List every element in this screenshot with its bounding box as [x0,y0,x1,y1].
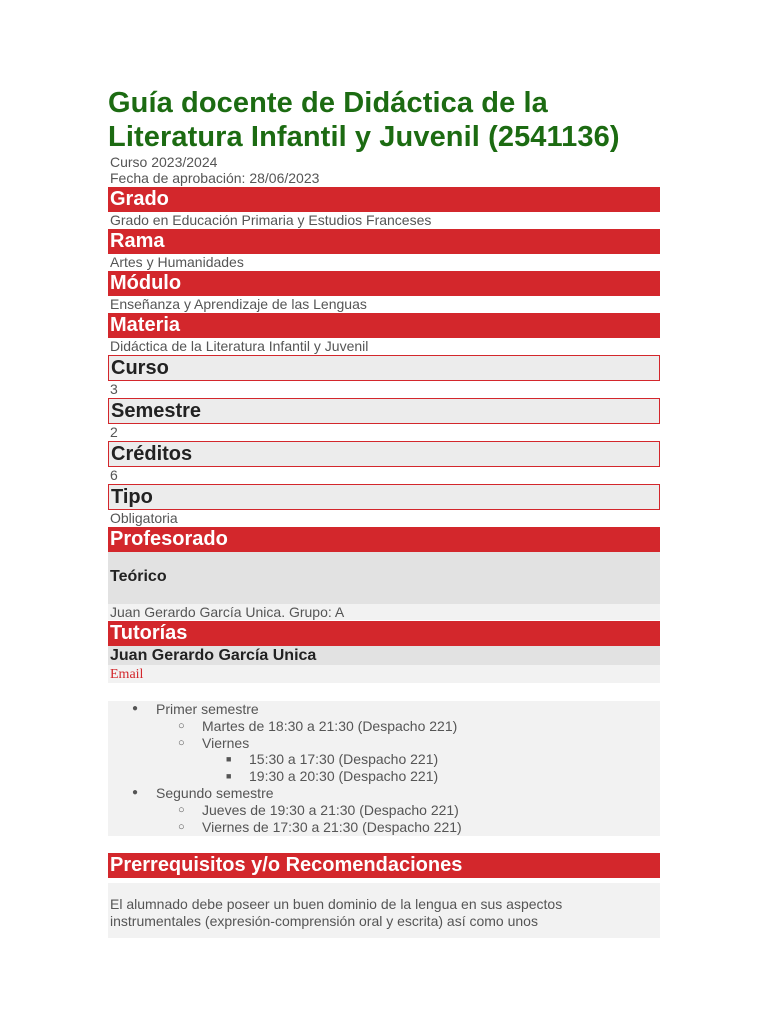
list-item [108,751,660,768]
teorico-professor: Juan Gerardo García Unica. Grupo: A [108,604,660,620]
list-item [108,701,660,718]
section-semestre-value: 2 [110,424,118,440]
approval-date: Fecha de aprobación: 28/06/2023 [110,170,320,186]
list-item [108,802,660,819]
bullet-disc-icon: ● [132,786,139,798]
section-creditos-header: Créditos [108,441,660,467]
prerrequisitos-line-1: El alumnado debe poseer un buen dominio de la lengua en sus aspectos [110,896,563,912]
email-link[interactable]: Email [110,667,144,682]
teorico-label: Teórico [110,568,167,585]
section-materia-header: Materia [108,313,660,338]
teorico-box [108,552,660,604]
section-grado-header: Grado [108,187,660,212]
section-creditos-value: 6 [110,467,118,483]
tutor-name: Juan Gerardo García Unica [108,646,660,665]
list-item [108,785,660,802]
schedule-entry: Jueves de 19:30 a 21:30 (Despacho 221) [202,801,459,818]
bullet-circle-icon: ○ [178,803,185,816]
bullet-square-icon: ■ [226,754,232,765]
section-rama-value: Artes y Humanidades [110,254,244,270]
section-tutorias-header: Tutorías [108,621,660,646]
section-profesorado-header: Profesorado [108,527,660,552]
section-modulo-header: Módulo [108,271,660,296]
bullet-circle-icon: ○ [178,820,185,833]
schedule-entry: 15:30 a 17:30 (Despacho 221) [249,751,439,768]
prerrequisitos-line-2: instrumentales (expresión-comprensión oral y escrita) así como unos [110,912,538,929]
bullet-circle-icon: ○ [178,719,185,732]
section-tipo-header: Tipo [108,484,660,510]
schedule-entry: 19:30 a 20:30 (Despacho 221) [249,768,439,785]
document-page [108,86,660,938]
section-curso-value: 3 [110,381,118,397]
page-title [108,86,660,154]
section-semestre-header: Semestre [108,398,660,424]
section-curso-header: Curso [108,355,660,381]
section-materia-value: Didáctica de la Literatura Infantil y Juvenil [110,338,369,354]
section-modulo-value: Enseñanza y Aprendizaje de las Lenguas [110,296,367,312]
schedule-entry: Viernes de 17:30 a 21:30 (Despacho 221) [202,818,462,835]
list-item [108,718,660,735]
prerrequisitos-text [108,883,660,938]
section-rama-header: Rama [108,229,660,254]
title-line-2: Literatura Infantil y Juvenil (2541136) [108,121,620,153]
section-grado-value: Grado en Educación Primaria y Estudios Franceses [110,212,432,228]
email-row [108,665,660,683]
schedule-entry: Martes de 18:30 a 21:30 (Despacho 221) [202,717,458,734]
bullet-square-icon: ■ [226,771,232,782]
tutoring-schedule [108,701,660,836]
semester-2-label: Segundo semestre [156,784,274,801]
course-year: Curso 2023/2024 [110,154,218,170]
bullet-circle-icon: ○ [178,736,185,749]
bullet-disc-icon: ● [132,703,139,714]
list-item [108,735,660,752]
list-item [108,768,660,785]
semester-1-label: Primer semestre [156,701,259,717]
schedule-entry: Viernes [202,734,250,751]
section-prerrequisitos-header: Prerrequisitos y/o Recomendaciones [108,853,660,878]
title-line-1: Guía docente de Didáctica de la [108,87,548,119]
section-tipo-value: Obligatoria [110,510,178,526]
list-item [108,819,660,836]
